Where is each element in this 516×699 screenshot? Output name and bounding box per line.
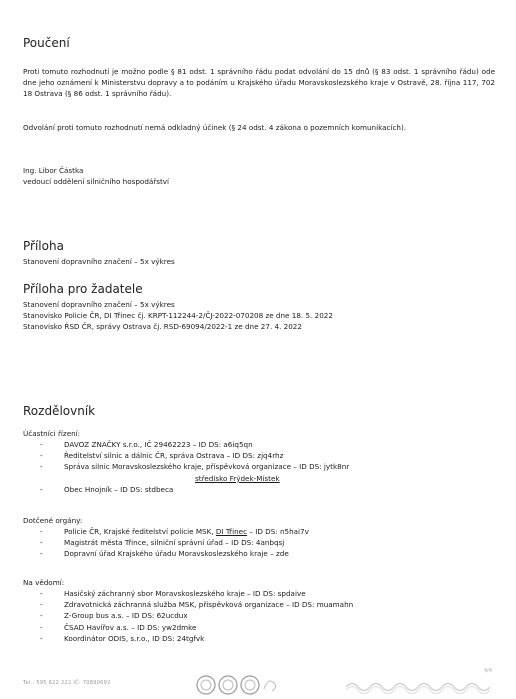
list-item: - DAVOZ ZNAČKY s.r.o., IČ 29462223 – ID DS: a6iq5qn bbox=[40, 440, 253, 449]
decorative-wave-icon bbox=[346, 680, 496, 694]
list-item: - Zdravotnická záchranná služba MSK, příspěvková organizace – ID DS: muamahn bbox=[40, 600, 354, 610]
vedomi-list bbox=[40, 588, 353, 644]
dotcene-list bbox=[40, 526, 309, 560]
list-item: - Koordinátor ODIS, s.r.o., ID DS: 24tgfvk bbox=[40, 633, 205, 643]
list-item: - Hasičský záchranný sbor Moravskoslezského kraje – ID DS: spdaive bbox=[40, 589, 306, 598]
ucastnici-label: Účastníci řízení: bbox=[23, 429, 81, 438]
list-item-continuation: středisko Frýdek-Místek bbox=[195, 473, 280, 483]
list-item: - Magistrát města Třince, silniční správní úřad – ID DS: 4anbqsj bbox=[40, 538, 285, 548]
priloha-item: Stanovení dopravního značení – 5x výkres bbox=[23, 257, 175, 266]
priloha-zadatel-item: Stanovisko ŘSD ČR, správy Ostrava čj. RSD-69094/2022-1 ze dne 27. 4. 2022 bbox=[23, 322, 302, 331]
list-item: - Policie ČR, Krajské ředitelství policie MSK, DI Třinec – ID DS: n5hai7v bbox=[40, 527, 309, 536]
list-item: - Správa silnic Moravskoslezského kraje, příspěvková organizace – ID DS: jytk8nr středisko Frýdek-Místek bbox=[40, 462, 350, 483]
rozdelovnik-heading: Rozdělovník bbox=[23, 404, 96, 418]
footer-contact: Tel.: 595 622 222 IČ: 70890692 bbox=[23, 680, 111, 686]
list-item: - Obec Hnojník – ID DS: stdbeca bbox=[40, 484, 174, 494]
list-item: - Dopravní úřad Krajského úřadu Moravskoslezského kraje – zde bbox=[40, 549, 289, 559]
priloha-zadatel-heading: Příloha pro žadatele bbox=[23, 282, 143, 296]
pouceni-paragraph-2: Odvolání proti tomuto rozhodnutí nemá odkladný účinek (§ 24 odst. 4 zákona o pozemních komunikacích). bbox=[23, 123, 407, 132]
signature-name: Ing. Libor Částka bbox=[23, 166, 84, 175]
priloha-heading: Příloha bbox=[23, 239, 64, 253]
pouceni-paragraph-1: Proti tomuto rozhodnutí je možno podle § 81 odst. 1 správního řádu podat odvolání do 15 dnů (§ 83 odst. 1 správního řádu) ode dne jeho oznámení k Ministerstvu dopravy a to podáním u Krajského úřadu Moravskoslezského kraje v Ostravě, 28. října 117, 702 18 Ostrava (§ 86 odst. 1 správního řádu). bbox=[23, 67, 495, 99]
priloha-zadatel-item: Stanovisko Policie ČR, DI Třinec čj. KRPT-112244-2/ČJ-2022-070208 ze dne 18. 5. 2022 bbox=[23, 311, 333, 320]
dotcene-label: Dotčené orgány: bbox=[23, 516, 83, 525]
priloha-zadatel-item: Stanovení dopravního značení – 5x výkres bbox=[23, 300, 175, 309]
certification-seals-icon bbox=[196, 675, 326, 695]
page-number: 4/4 bbox=[484, 668, 493, 674]
list-item: - Z-Group bus a.s. – ID DS: 62ucdux bbox=[40, 611, 188, 621]
signature-role: vedoucí oddělení silničního hospodářství bbox=[23, 177, 170, 186]
pouceni-heading: Poučení bbox=[23, 36, 70, 50]
vedomi-label: Na vědomí: bbox=[23, 578, 65, 587]
list-item: - Ředitelství silnic a dálnic ČR, správa Ostrava – ID DS: zjq4rhz bbox=[40, 451, 284, 461]
ucastnici-list bbox=[40, 439, 349, 495]
list-item: - ČSAD Havířov a.s. – ID DS: yw2dmke bbox=[40, 622, 197, 632]
